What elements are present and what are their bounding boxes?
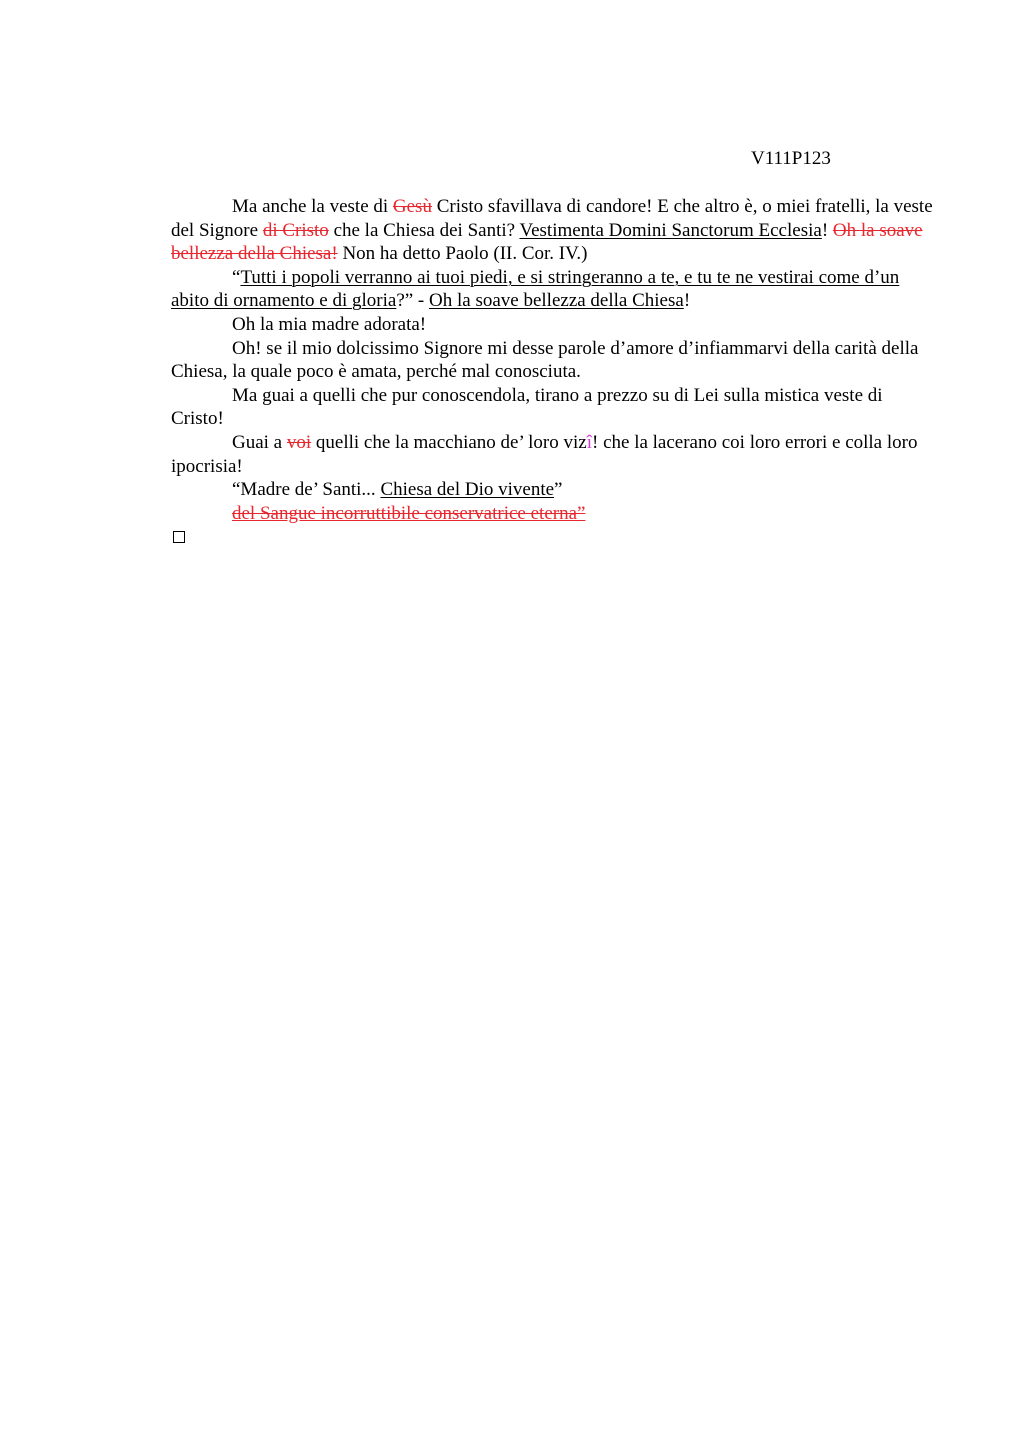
checkbox-icon: [173, 531, 185, 543]
text-run: ”: [554, 479, 563, 501]
inserted-text: î: [586, 431, 592, 453]
text-run: Ma guai a quelli che pur conoscendola, tirano a prezzo su di Lei sulla mistica veste di Cristo!: [171, 384, 883, 430]
text-run: “Madre de’ Santi...: [232, 479, 381, 501]
text-run: quelli che la macchiano de’ loro viz: [311, 431, 587, 453]
paragraph-4: [171, 337, 933, 384]
paragraph-2: [171, 266, 933, 313]
deleted-text: del Sangue incorruttibile conservatrice eterna”: [232, 502, 586, 524]
underlined-text: Oh la soave bellezza della Chiesa: [429, 290, 684, 312]
text-run: ! che la lacerano coi loro errori e colla loro ipocrisia!: [171, 431, 918, 477]
underlined-text: Vestimenta Domini Sanctorum Ecclesia: [519, 219, 822, 241]
paragraph-7: [171, 478, 933, 502]
text-run: Cristo sfavillava di candore! E che altro è, o miei fratelli, la veste del Signore: [171, 196, 933, 241]
text-run: Ma anche la veste di: [232, 196, 393, 217]
text-run: Oh! se il mio dolcissimo Signore mi desse parole d’amore d’infiammarvi della carità della Chiesa, la quale poco è amata, perché mal conosciuta.: [171, 337, 919, 383]
deleted-text: Gesù: [392, 196, 432, 217]
text-run: “: [232, 266, 241, 288]
paragraph-1: [171, 195, 933, 266]
deleted-text: Oh la soave bellezza della Chiesa!: [171, 219, 923, 265]
paragraph-6: [171, 431, 933, 478]
deleted-text: di Cristo: [262, 219, 329, 241]
paragraph-8: [171, 502, 933, 526]
document-body: [171, 195, 933, 525]
underlined-text: Tutti i popoli verranno ai tuoi piedi, e si stringeranno a te, e tu te ne vestirai come d’un abito di ornamento e di gloria: [171, 266, 900, 312]
text-run: Non ha detto Paolo (II. Cor. IV.): [337, 243, 588, 265]
paragraph-5: [171, 384, 933, 431]
text-run: Oh la mia madre adorata!: [232, 313, 427, 335]
paragraph-3: [171, 313, 933, 337]
text-run: !: [683, 290, 691, 312]
deleted-text: voi: [286, 431, 312, 453]
page-identifier: V111P123: [751, 148, 831, 169]
text-run: che la Chiesa dei Santi?: [328, 219, 520, 241]
text-run: !: [821, 219, 833, 241]
text-run: Guai a: [232, 431, 287, 453]
text-run: ?” -: [396, 290, 430, 312]
underlined-text: Chiesa del Dio vivente: [380, 479, 555, 501]
